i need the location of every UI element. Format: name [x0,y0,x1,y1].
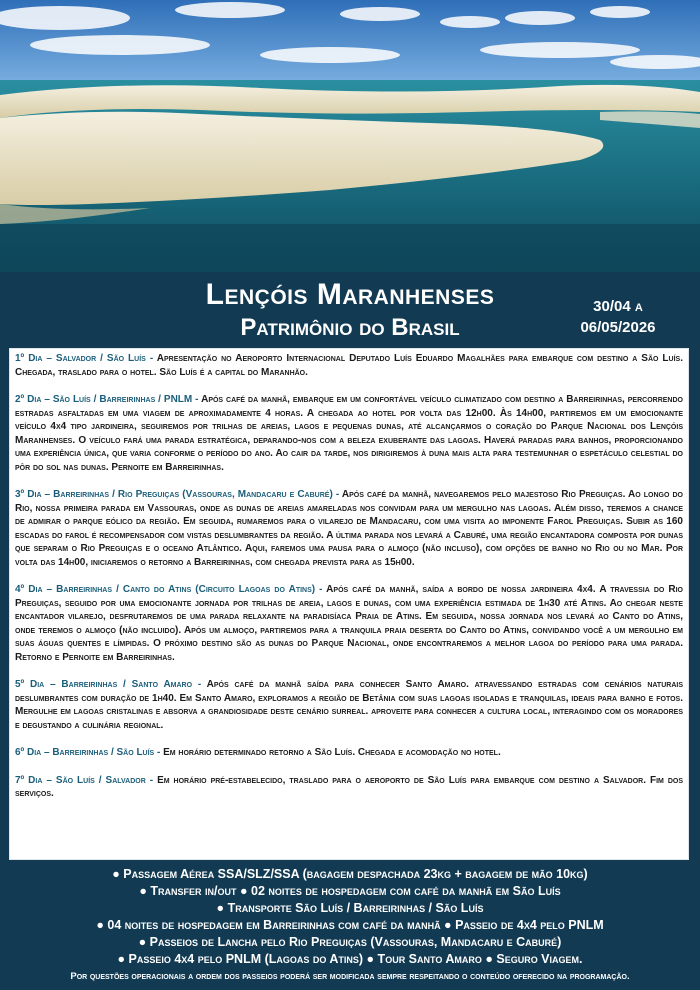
operational-note: Por questões operacionais a ordem dos passeios poderá ser modificada sempre respeitando o conteúdo oferecido na programação. [70,971,630,982]
itinerary-day-5 [15,678,683,732]
dunes-lagoon-illustration [0,0,700,272]
itinerary-box [9,348,689,860]
package-includes [0,866,700,985]
travel-dates [558,296,678,338]
day-heading: 4º Dia – Barreirinhas / Canto do Atins (Circuito Lagoas do Atins) - [15,584,323,595]
day-heading: 7º Dia – São Luís / Salvador - [15,774,154,786]
itinerary-day-7 [15,774,683,801]
itinerary-day-4 [15,583,683,664]
day-description: Apresentação no Aeroporto Internacional Deputado Luís Eduardo Magalhães para embarque com destino a São Luís. Chegada, traslado para o hotel. São Luís é a capital do Maranhão. [15,353,683,378]
day-heading: 5º Dia – Barreirinhas / Santo Amaro - [15,679,202,690]
include-item: ● Passeios de Lancha pelo Rio Preguiças (Vassouras, Mandacaru e Caburé) [138,935,562,949]
day-description: Em horário pré-estabelecido, traslado para o aeroporto de São Luís para embarque com destino a Salvador. Fim dos serviços. [15,774,683,799]
day-description: Após café da manhã, navegaremos pelo majestoso Rio Preguiças. Ao longo do Rio, nossa primeira parada em Vassouras, onde as dunas de areias amareladas nos convidam para um mergulho nas lagoas. Além disso, teremos a chance de admirar o parque eólico da região. Em seguida, rumaremos para o vilarejo de Mandacaru, com uma visita ao imponente Farol Preguiças. Subir as 160 escadas do farol é recompensador com vistas deslumbrantes da região. A última parada nos levará a Caburé, uma região encantadora composta por dunas que separam o Rio Preguiças e o oceano Atlântico. Aqui, faremos uma pausa para o almoço (não incluso), com opções de banho no Rio ou no Mar. Por volta das 14h00, iniciaremos o retorno a Barreirinhas, com chegada prevista para as 15h00. [15,489,684,568]
date-end: 06/05/2026 [580,319,656,336]
date-start: 30/04 a [593,298,643,315]
day-description: Após café da manhã saída para conhecer Santo Amaro. atravessando estradas com cenários naturais deslumbrantes com duração de 1h40. Em Santo Amaro, exploramos a região de Betânia com suas lagoas isoladas e tranquilas, ideais para banho e fotos. Mergulhe em lagoas cristalinas e absorva a grandiosidade deste cenário surreal. aproveite para conhecer a cultura local, interagindo com os moradores e degustando a culinária regional. [15,679,683,731]
itinerary-day-2 [15,393,683,474]
subtitle: Patrimônio do Brasil [240,314,460,341]
day-heading: 1º Dia – Salvador / São Luís - [15,353,154,364]
hero-landscape-photo [0,0,700,272]
include-item: ● Transporte São Luís / Barreirinhas / São Luís [216,901,484,915]
day-heading: 6º Dia – Barreirinhas / São Luís - [15,747,161,758]
day-description: Em horário determinado retorno a São Luís. Chegada e acomodação no hotel. [160,747,501,758]
include-item: ● Passeio 4x4 pelo PNLM (Lagoas do Atins) ● Tour Santo Amaro ● Seguro Viagem. [117,952,583,966]
day-heading: 2º Dia – São Luís / Barreirinhas / PNLM - [15,394,199,405]
itinerary-day-1 [15,352,683,379]
title-banner [0,272,700,347]
include-item: ● Transfer in/out ● 02 noites de hospedagem com café da manhã em São Luís [139,884,561,898]
itinerary-day-3 [15,488,683,569]
include-item: ● Passagem Aérea SSA/SLZ/SSA (bagagem despachada 23kg + bagagem de mão 10kg) [112,867,588,881]
day-description: Após café da manhã, embarque em um confortável veículo climatizado com destino a Barreirinhas, percorrendo estradas asfaltadas em uma viagem de aproximadamente 4 horas. A chegada ao hotel por volta das 12h00. Às 14h00, partiremos em um emocionante veículo 4x4 tipo jardineira, seguiremos por trilhas de areias, lagos e pequenas dunas, até alcançarmos o coração do Parque Nacional dos Lençóis Maranhenses. O veículo fará uma parada estratégica, deparando-nos com a beleza exuberante das lagoas. Haverá paradas para banhos, proporcionando uma experiência única, que varia conforme o período do ano. Ao cair da tarde, nos dirigiremos à duna mais alta para testemunhar o espetáculo celestial do pôr do sol nas dunas. Pernoite em Barreirinhas. [15,394,683,473]
day-description: Após café da manhã, saída a bordo de nossa jardineira 4x4. A travessia do Rio Preguiças, seguido por uma emocionante jornada por trilhas de areia, lagos e dunas, com uma experiência estimada de 1h30 até Atins. Ao chegar neste encantador vilarejo, desfrutaremos de uma parada relaxante na paradisíaca Praia de Atins. Em seguida, nossa jornada nos levará ao Canto do Atins, onde teremos o almoço (não incluido). Após um almoço, partiremos para a tranquila praia deserta do Canto do Atins, convidando você a um mergulho em suas águas quentes e límpidas. O próximo destino são as dunas do Parque Nacional, onde encontraremos a melhor lagoa do período para uma parada. Retorno e Pernoite em Barreirinhas. [15,584,683,663]
itinerary-day-6 [15,746,683,760]
include-item: ● 04 noites de hospedagem em Barreirinhas com café da manhã ● Passeio de 4x4 pelo PNLM [96,918,604,932]
day-heading: 3º Dia – Barreirinhas / Rio Preguiças (Vassouras, Mandacaru e Caburé) - [15,489,340,500]
main-title: Lençóis Maranhenses [205,278,495,311]
